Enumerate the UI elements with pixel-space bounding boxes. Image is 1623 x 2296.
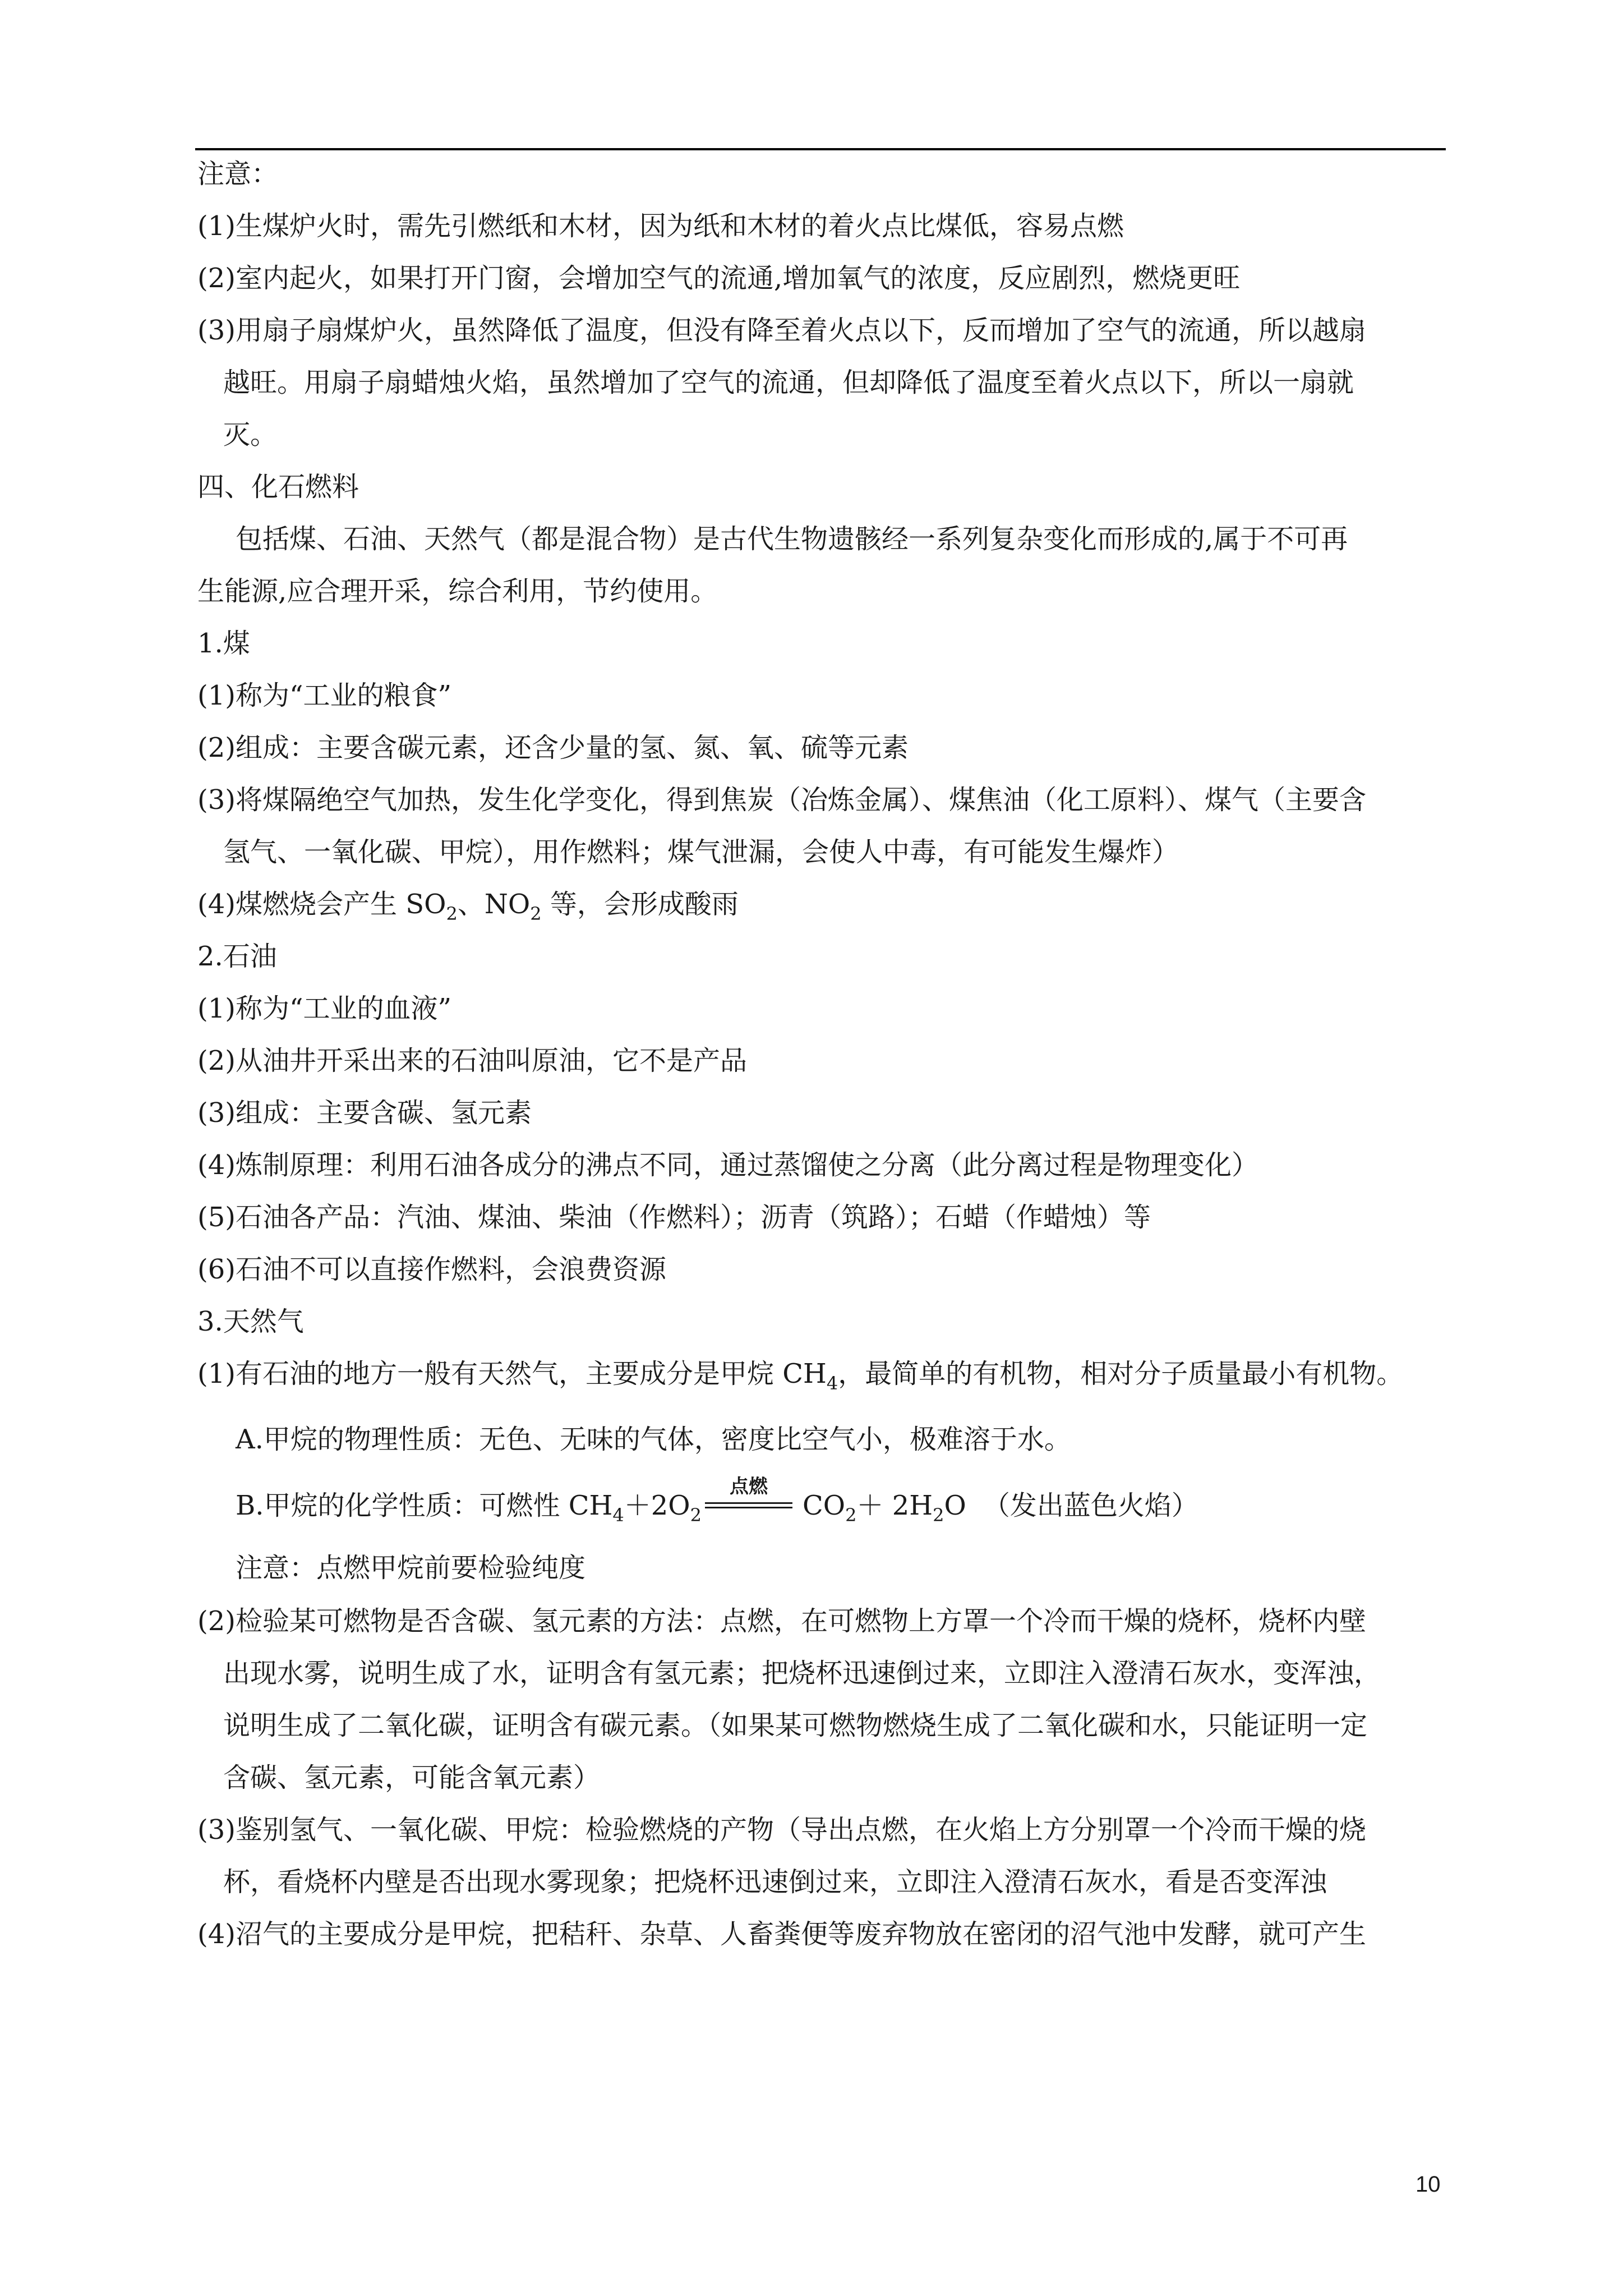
- note-item-2: (2)室内起火，如果打开门窗，会增加空气的流通,增加氧气的浓度，反应剧烈，燃烧更旺: [197, 263, 1241, 294]
- gas-item-2-cont: 含碳、氢元素，可能含氧元素）: [223, 1762, 601, 1793]
- note-item-3-cont: 越旺。用扇子扇蜡烛火焰，虽然增加了空气的流通，但却降低了温度至着火点以下，所以一扇就: [223, 367, 1354, 398]
- page-number: 10: [1415, 2172, 1441, 2197]
- subsection-petroleum: 2.石油: [197, 941, 277, 972]
- coal-item-3-cont: 氢气、一氧化碳、甲烷），用作燃料；煤气泄漏，会使人中毒，有可能发生爆炸）: [223, 836, 1179, 868]
- coal-item-2: (2)组成：主要含碳元素，还含少量的氢、氮、氧、硫等元素: [197, 732, 909, 763]
- petroleum-item-3: (3)组成：主要含碳、氢元素: [197, 1097, 532, 1129]
- methane-physical-properties: A.甲烷的物理性质：无色、无味的气体，密度比空气小，极难溶于水。: [236, 1424, 1071, 1455]
- intro-paragraph-cont: 生能源,应合理开采，综合利用，节约使用。: [197, 576, 718, 607]
- coal-item-3: (3)将煤隔绝空气加热，发生化学变化，得到焦炭（冶炼金属）、煤焦油（化工原料）、煤气（主要含: [197, 784, 1366, 816]
- section-heading-fossil-fuels: 四、化石燃料: [197, 471, 359, 503]
- methane-note: 注意：点燃甲烷前要检验纯度: [236, 1552, 586, 1584]
- header-rule: [195, 148, 1446, 150]
- note-item-1: (1)生煤炉火时，需先引燃纸和木材，因为纸和木材的着火点比煤低，容易点燃: [197, 210, 1124, 242]
- note-item-3-cont: 灭。: [223, 419, 278, 450]
- gas-item-3: (3)鉴别氢气、一氧化碳、甲烷：检验燃烧的产物（导出点燃，在火焰上方分别罩一个冷而干燥的烧: [197, 1814, 1366, 1846]
- coal-item-4: (4)煤燃烧会产生 $SO_2$、$NO_2$ 等，会形成酸雨: [197, 889, 739, 924]
- gas-item-2: (2)检验某可燃物是否含碳、氢元素的方法：点燃，在可燃物上方罩一个冷而干燥的烧杯，烧杯内壁: [197, 1605, 1366, 1637]
- gas-item-4: (4)沼气的主要成分是甲烷，把秸秆、杂草、人畜粪便等废弃物放在密闭的沼气池中发酵，就可产生: [197, 1918, 1366, 1950]
- gas-item-3-cont: 杯，看烧杯内壁是否出现水雾现象；把烧杯迅速倒过来，立即注入澄清石灰水，看是否变浑浊: [223, 1866, 1327, 1898]
- petroleum-item-4: (4)炼制原理：利用石油各成分的沸点不同，通过蒸馏使之分离（此分离过程是物理变化）: [197, 1149, 1258, 1181]
- methane-chemical-properties: B.甲烷的化学性质：可燃性 $CH_4+2O_2$ 点燃 $CO_2+ 2H_2O$ （发出蓝色火焰）: [236, 1475, 1198, 1526]
- petroleum-item-5: (5)石油各产品：汽油、煤油、柴油（作燃料）；沥青（筑路）；石蜡（作蜡烛）等: [197, 1202, 1151, 1233]
- gas-item-2-cont: 说明生成了二氧化碳，证明含有碳元素。（如果某可燃物燃烧生成了二氧化碳和水，只能证明一定: [223, 1710, 1368, 1741]
- subsection-coal: 1.煤: [197, 628, 250, 659]
- note-item-3: (3)用扇子扇煤炉火，虽然降低了温度，但没有降至着火点以下，反而增加了空气的流通，所以越扇: [197, 315, 1366, 346]
- gas-item-1: (1)有石油的地方一般有天然气，主要成分是甲烷 $CH_4$，最简单的有机物，相对分子质量最小有机物。: [197, 1358, 1404, 1394]
- petroleum-item-6: (6)石油不可以直接作燃料，会浪费资源: [197, 1254, 666, 1285]
- petroleum-item-2: (2)从油井开采出来的石油叫原油，它不是产品: [197, 1045, 747, 1076]
- note-heading: 注意：: [197, 158, 279, 190]
- reaction-arrow: [705, 1475, 792, 1522]
- gas-item-2-cont: 出现水雾，说明生成了水，证明含有氢元素；把烧杯迅速倒过来，立即注入澄清石灰水，变浑浊，: [223, 1658, 1381, 1689]
- petroleum-item-1: (1)称为“工业的血液”: [197, 993, 452, 1024]
- reaction-condition: 点燃: [730, 1475, 768, 1498]
- intro-paragraph: 包括煤、石油、天然气（都是混合物）是古代生物遗骸经一系列复杂变化而形成的,属于不可再: [236, 523, 1348, 555]
- coal-item-1: (1)称为“工业的粮食”: [197, 680, 452, 711]
- subsection-natural-gas: 3.天然气: [197, 1306, 304, 1337]
